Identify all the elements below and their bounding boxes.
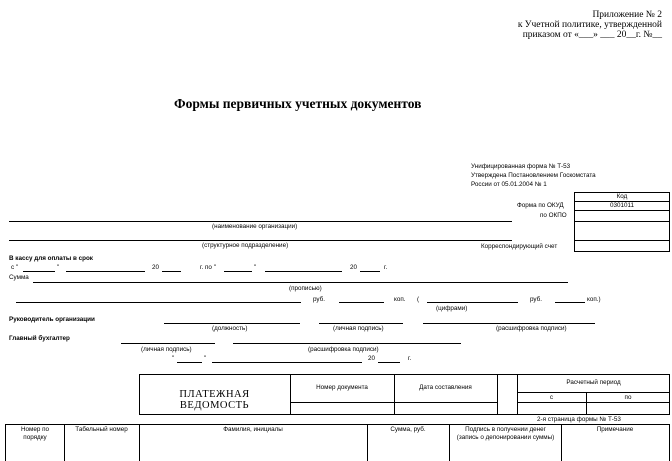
doc-date-label: Дата составления [419,384,472,391]
amount-kop-2: коп.) [587,296,601,303]
col-amount: Сумма, руб. [390,426,426,433]
accountant-g: г. [408,355,412,362]
amount-paren: ( [417,296,420,303]
org-name-caption: (наименование организации) [212,223,298,230]
col-full-name: Фамилия, инициалы [223,426,283,433]
okpo-label: по ОКПО [540,212,567,219]
unified-line-1: Унифицированная форма № Т-53 [471,163,571,170]
okud-value: 0301011 [609,202,635,209]
amount-line-2 [16,302,301,303]
head-position-caption: (должность) [212,325,248,332]
cash-year: 20 [152,264,160,271]
amount-words-caption: (прописью) [289,285,322,292]
doc-name-line-1: ПЛАТЕЖНАЯ [179,389,250,400]
codes-header: Код [616,193,628,200]
head-label: Руководитель организации [9,316,95,323]
accountant-quote-1: " [172,355,175,362]
page-title: Формы первичных учетных документов [174,96,422,111]
col-note: Примечание [596,426,634,433]
col-personnel-number: Табельный номер [75,426,128,433]
org-unit-line [9,240,512,241]
doc-name-line-2: ВЕДОМОСТЬ [179,400,250,411]
cash-quote-2: " [254,264,257,271]
appendix-line-1: Приложение № 2 [592,10,662,20]
appendix-line-2: к Учетной политике, утвержденной [517,20,662,30]
appendix-line-3: приказом от «___» ___ 20__г. №__ [522,30,662,40]
accountant-quote-2: " [204,355,207,362]
org-name-line [9,221,512,222]
col-order-number: Номер по порядку [20,426,50,441]
cash-quote: " [57,264,60,271]
cash-g: г. [384,264,388,271]
org-unit-caption: (структурное подразделение) [202,242,289,249]
cash-label: В кассу для оплаты в срок [9,255,93,262]
amount-rub-2: руб. [530,296,543,303]
cash-to: г. по " [200,264,216,271]
okud-label: Форма по ОКУД [517,202,564,209]
period-label: Расчетный период [566,379,621,386]
accountant-year: 20 [368,355,376,362]
accountant-label: Главный бухгалтер [9,335,70,342]
cash-from: с " [11,264,19,271]
amount-digits-caption: (цифрами) [436,305,468,312]
unified-form-note [471,162,596,189]
appendix-block [518,10,662,40]
accountant-signature-caption: (личная подпись) [141,346,192,353]
amount-line-1 [33,282,568,283]
col-signature: Подпись в получении денег (запись о депонировании суммы) [456,426,555,441]
doc-name [139,389,290,411]
amount-label: Сумма [9,274,29,281]
amount-rub: руб. [313,296,326,303]
cash-year-2: 20 [350,264,358,271]
period-to: по [624,394,632,401]
unified-line-2: Утверждена Постановлением Госкомстата [471,172,596,179]
accountant-decode-caption: (расшифровка подписи) [308,346,379,353]
doc-number-label: Номер документа [316,384,368,391]
unified-line-3: России от 05.01.2004 № 1 [471,181,547,188]
amount-kop: коп. [394,296,406,303]
corr-account-label: Корреспондирующий счет [481,243,558,250]
head-signature-caption: (личная подпись) [333,325,384,332]
period-from: с [549,394,554,401]
head-decode-caption: (расшифровка подписи) [496,325,567,332]
page-2-label: 2-я страница формы № Т-53 [537,416,621,423]
